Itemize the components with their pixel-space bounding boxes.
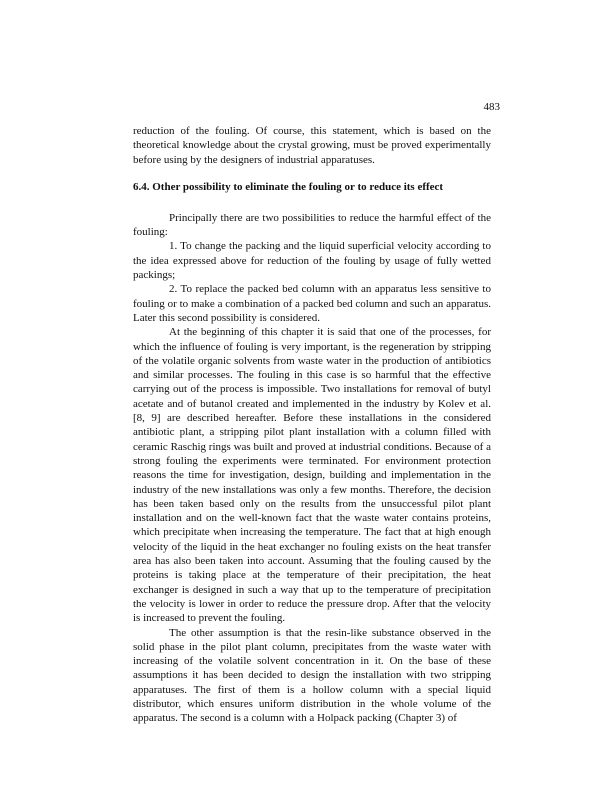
paragraph-intro: Principally there are two possibilities to reduce the harmful effect of the fouling: [133, 211, 491, 239]
body-text [133, 124, 491, 726]
paragraph-continuation: reduction of the fouling. Of course, this statement, which is based on the theoretical knowledge about the crystal growing, must be proved experimentally before using by the designers of industrial apparatuses. [133, 125, 491, 166]
list-item-2: 2. To replace the packed bed column with an apparatus less sensitive to fouling or to make a combination of a packed bed column and such an apparatus. Later this second possibility is considered. [133, 283, 491, 324]
page-number: 483 [483, 101, 500, 113]
list-item-1: 1. To change the packing and the liquid superficial velocity according to the idea expressed above for reduction of the fouling by usage of fully wetted packings; [133, 240, 491, 282]
section-heading: 6.4. Other possibility to eliminate the fouling or to reduce its effect [133, 180, 444, 193]
paragraph-assumption: The other assumption is that the resin-like substance observed in the solid phase in the pilot plant column, precipitates from the waste water with increasing of the volatile solvent concentration in it. On the base of these assumptions it has been decided to design the installation with two stripping apparatuses. The first of them is a hollow column with a special liquid distributor, which ensures uniform distribution in the whole volume of the apparatus. The second is a column with a Holpack packing (Chapter 3) of [133, 626, 491, 725]
paragraph-installations: At the beginning of this chapter it is said that one of the processes, for which the influence of fouling is very important, is the regeneration by stripping of the volatile organic solvents from waste water in the production of antibiotics and similar processes. The fouling in this case is so harmful that the effective carrying out of the process is impossible. Two installations for removal of butyl acetate and of butanol created and implemented in the industry by Kolev et al. [8, 9] are described hereafter. Before these installations in the considered antibiotic plant, a stripping pilot plant installation with a column filled with ceramic Raschig rings was built and proved at industrial conditions. Because of a strong fouling the experiments were terminated. For environment protection reasons the time for investigation, design, building and implementation in the industry of the new installations was only a few months. Therefore, the decision has been taken based only on the results from the unsuccessful pilot plant installation and on the well-known fact that the waste water contains proteins, which precipitate when increasing the temperature. The fact that at high enough velocity of the liquid in the heat exchanger no fouling exists on the heat transfer area has also been taken into account. Assuming that the fouling caused by the proteins is taking place at the temperature of their precipitation, the heat exchanger is designed in such a way that up to the temperature of precipitation the velocity is lower in order to reduce the pressure drop. After that the velocity is increased to prevent the fouling. [133, 326, 491, 625]
